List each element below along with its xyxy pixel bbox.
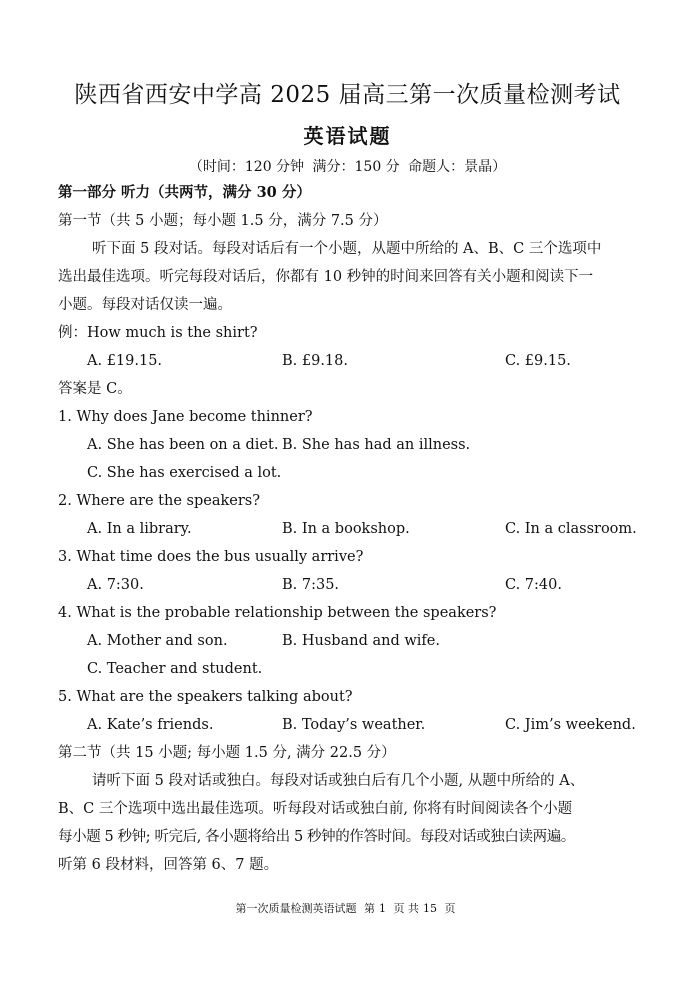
question-1-option-a: A. She has been on a diet. (87, 437, 279, 453)
section1-instruction-line: 选出最佳选项。听完每段对话后，你都有 10 秒钟的时间来回答有关小题和阅读下一 (58, 269, 594, 285)
footer-page-suffix: 页 (444, 902, 456, 915)
footer-page-prefix: 第 (364, 902, 375, 915)
question-3-option-c: C. 7:40. (505, 577, 562, 593)
question-2-option-c: C. In a classroom. (505, 521, 637, 537)
part1-heading: 第一部分 听力（共两节，满分 30 分） (58, 184, 311, 201)
question-5-option-b: B. Today’s weather. (282, 717, 426, 733)
question-5-option-c: C. Jim’s weekend. (505, 717, 636, 733)
section2-instruction-line: 每小题 5 秒钟; 听完后, 各小题将给出 5 秒钟的作答时间。每段对话或独白读两遍。 (58, 829, 575, 845)
question-5: 5. What are the speakers talking about? (58, 689, 353, 705)
footer-label: 第一次质量检测英语试题 (235, 902, 357, 915)
section2-instruction-line: 听第 6 段材料，回答第 6、7 题。 (58, 857, 279, 873)
exam-score: 满分：150 分 (312, 159, 400, 175)
example-option-a: A. £19.15. (87, 353, 163, 369)
section2-heading: 第二节（共 15 小题; 每小题 1.5 分, 满分 22.5 分） (58, 745, 396, 761)
section2-instruction-line: 请听下面 5 段对话或独白。每段对话或独白后有几个小题, 从题中所给的 A、 (92, 773, 585, 789)
question-4: 4. What is the probable relationship between the speakers? (58, 605, 497, 621)
footer-total-pages: 15 (423, 902, 437, 915)
footer-page-mid: 页 共 (393, 902, 419, 915)
question-1-option-c: C. She has exercised a lot. (87, 465, 282, 481)
example-question: 例：How much is the shirt? (58, 325, 258, 341)
question-1: 1. Why does Jane become thinner? (58, 409, 313, 425)
exam-author: 命题人：景晶） (408, 159, 507, 175)
question-4-option-a: A. Mother and son. (87, 633, 228, 649)
example-option-b: B. £9.18. (282, 353, 348, 369)
page-title: 陕西省西安中学高 2025 届高三第一次质量检测考试 (74, 82, 621, 108)
page-footer (0, 900, 695, 916)
section2-instruction-line: B、C 三个选项中选出最佳选项。听每段对话或独白前, 你将有时间阅读各个小题 (58, 801, 573, 817)
section1-heading: 第一节（共 5 小题；每小题 1.5 分，满分 7.5 分） (58, 213, 388, 229)
exam-meta (0, 156, 695, 176)
section1-instruction-line: 听下面 5 段对话。每段对话后有一个小题，从题中所给的 A、B、C 三个选项中 (92, 241, 602, 257)
question-5-option-a: A. Kate’s friends. (87, 717, 214, 733)
question-2-option-b: B. In a bookshop. (282, 521, 410, 537)
question-4-option-b: B. Husband and wife. (282, 633, 440, 649)
question-2: 2. Where are the speakers? (58, 493, 260, 509)
question-4-option-c: C. Teacher and student. (87, 661, 263, 677)
question-1-option-b: B. She has had an illness. (282, 437, 471, 453)
question-2-option-a: A. In a library. (87, 521, 192, 537)
question-3-option-b: B. 7:35. (282, 577, 340, 593)
question-3: 3. What time does the bus usually arrive? (58, 549, 364, 565)
footer-page-number: 1 (379, 902, 386, 915)
example-option-c: C. £9.15. (505, 353, 571, 369)
exam-time: （时间：120 分钟 (188, 159, 305, 175)
page-subtitle: 英语试题 (303, 124, 392, 148)
example-answer: 答案是 C。 (58, 381, 132, 397)
question-3-option-a: A. 7:30. (87, 577, 144, 593)
section1-instruction-line: 小题。每段对话仅读一遍。 (58, 297, 232, 313)
